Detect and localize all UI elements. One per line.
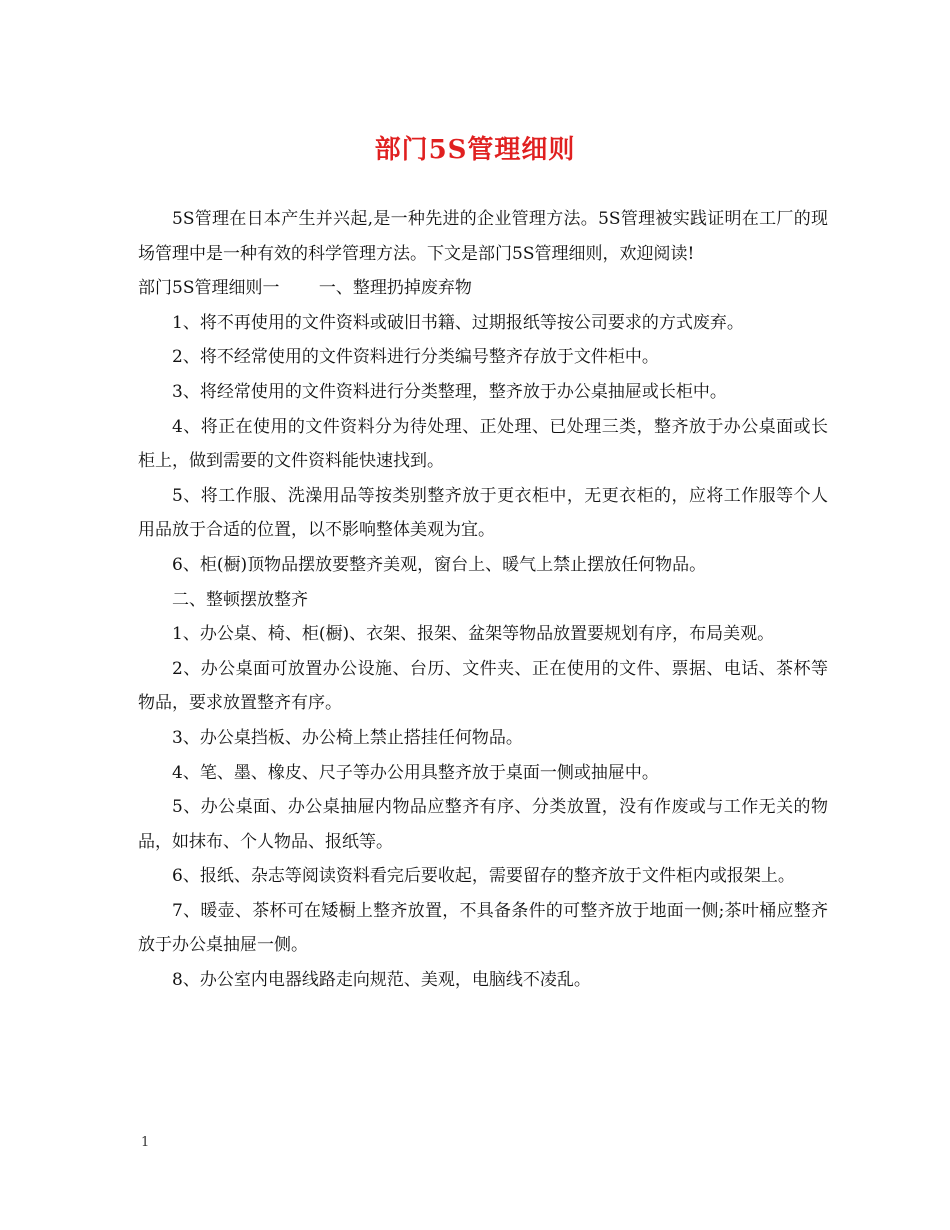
list-item: 4、将正在使用的文件资料分为待处理、正处理、已处理三类，整齐放于办公桌面或长柜上，做到需要的文件资料能快速找到。 [138, 416, 828, 472]
list-item: 1、办公桌、椅、柜(橱)、衣架、报架、盆架等物品放置要规划有序，布局美观。 [172, 624, 775, 645]
list-item: 2、办公桌面可放置办公设施、台历、文件夹、正在使用的文件、票据、电话、茶杯等物品，要求放置整齐有序。 [138, 658, 828, 714]
list-item: 4、笔、墨、橡皮、尺子等办公用具整齐放于桌面一侧或抽屉中。 [172, 762, 659, 783]
section-heading-2: 二、整顿摆放整齐 [172, 589, 308, 610]
list-item: 3、办公桌挡板、办公椅上禁止搭挂任何物品。 [172, 727, 523, 748]
document-body [138, 202, 828, 998]
list-item: 8、办公室内电器线路走向规范、美观，电脑线不凌乱。 [172, 970, 591, 991]
list-item: 7、暖壶、茶杯可在矮橱上整齐放置，不具备条件的可整齐放于地面一侧;茶叶桶应整齐放于办公桌抽屉一侧。 [138, 900, 828, 956]
section-heading-1: 部门5S管理细则一 一、整理扔掉废弃物 [138, 278, 472, 299]
list-item: 3、将经常使用的文件资料进行分类整理，整齐放于办公桌抽屉或长柜中。 [172, 381, 727, 402]
list-item: 2、将不经常使用的文件资料进行分类编号整齐存放于文件柜中。 [172, 347, 659, 368]
intro-paragraph: 5S管理在日本产生并兴起,是一种先进的企业管理方法。5S管理被实践证明在工厂的现场管理中是一种有效的科学管理方法。下文是部门5S管理细则，欢迎阅读! [138, 209, 828, 264]
document-title: 部门5S管理细则 [374, 135, 576, 165]
page-number: 1 [141, 1135, 150, 1150]
list-item: 6、报纸、杂志等阅读资料看完后要收起，需要留存的整齐放于文件柜内或报架上。 [172, 866, 795, 887]
list-item: 5、办公桌面、办公桌抽屉内物品应整齐有序、分类放置，没有作废或与工作无关的物品，如抹布、个人物品、报纸等。 [138, 797, 828, 852]
list-item: 5、将工作服、洗澡用品等按类别整齐放于更衣柜中，无更衣柜的，应将工作服等个人用品放于合适的位置，以不影响整体美观为宜。 [138, 485, 828, 541]
list-item: 1、将不再使用的文件资料或破旧书籍、过期报纸等按公司要求的方式废弃。 [172, 312, 744, 333]
list-item: 6、柜(橱)顶物品摆放要整齐美观，窗台上、暖气上禁止摆放任何物品。 [172, 554, 707, 575]
